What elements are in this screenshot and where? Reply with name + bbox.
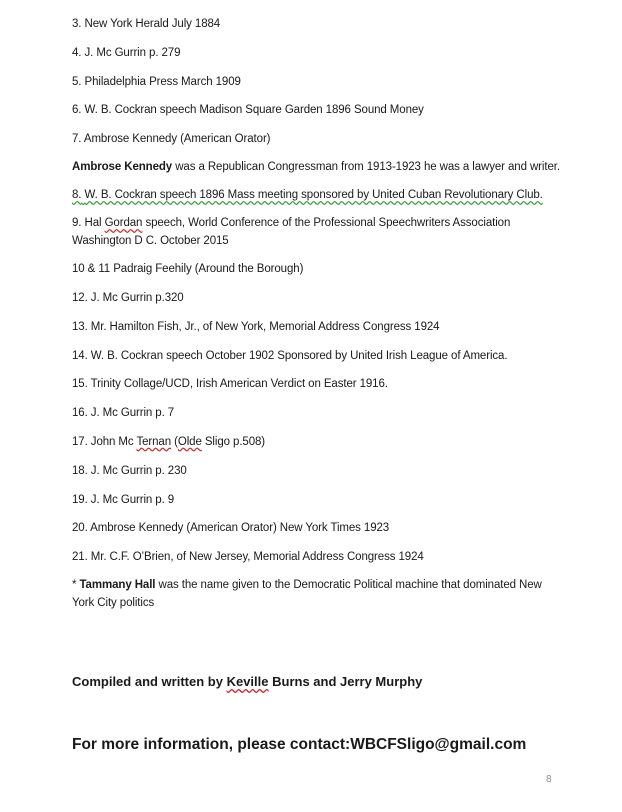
endnote-12: 12. J. Mc Gurrin p.320	[72, 292, 184, 305]
endnote-18: 18. J. Mc Gurrin p. 230	[72, 464, 187, 477]
contact-label: For more information, please contact:	[72, 736, 351, 753]
endnote-4: 4. J. Mc Gurrin p. 279	[72, 46, 181, 59]
endnote-3: 3. New York Herald July 1884	[72, 18, 221, 30]
tammany-note: * Tammany Hall was the name given to the Democratic Political machine that dominated New York City politics	[72, 579, 542, 609]
endnote-7: 7. Ambrose Kennedy (American Orator)	[72, 133, 271, 146]
endnote-10-11: 10 & 11 Padraig Feehily (Around the Borough)	[72, 263, 304, 276]
contact-email[interactable]: WBCFSligo@gmail.com	[350, 736, 527, 753]
endnote-6: 6. W. B. Cockran speech Madison Square Garden 1896 Sound Money	[72, 104, 424, 117]
endnotes-list	[72, 15, 562, 622]
endnote-9: 9. Hal Gordan speech, World Conference of the Professional Speechwriters Association Washington D C. October 2015	[72, 217, 511, 247]
endnote-19: 19. J. Mc Gurrin p. 9	[72, 493, 175, 506]
endnote-21: 21. Mr. C.F. O’Brien, of New Jersey, Memorial Address Congress 1924	[72, 551, 424, 564]
endnote-20: 20. Ambrose Kennedy (American Orator) New York Times 1923	[72, 522, 390, 535]
kennedy-note: Ambrose Kennedy was a Republican Congressman from 1913-1923 he was a lawyer and writer.	[72, 160, 560, 173]
credits-line: Compiled and written by Keville Burns and Jerry Murphy	[72, 674, 423, 689]
contact-line	[72, 736, 526, 754]
page-number: 8	[546, 774, 552, 785]
endnote-13: 13. Mr. Hamilton Fish, Jr., of New York, Memorial Address Congress 1924	[72, 320, 440, 333]
endnote-15: 15. Trinity Collage/UCD, Irish American Verdict on Easter 1916.	[72, 378, 388, 391]
endnote-16: 16. J. Mc Gurrin p. 7	[72, 407, 175, 420]
endnote-14: 14. W. B. Cockran speech October 1902 Sponsored by United Irish League of America.	[72, 349, 508, 362]
misspelled-word: Olde	[177, 436, 202, 449]
endnote-17: 17. John Mc Ternan (Olde Sligo p.508)	[72, 436, 266, 449]
kennedy-name: Ambrose Kennedy	[72, 160, 173, 173]
misspelled-word: Keville	[226, 674, 269, 689]
tammany-name: Tammany Hall	[79, 579, 156, 592]
misspelled-word: Gordan	[104, 217, 143, 230]
endnote-8: 8. W. B. Cockran speech 1896 Mass meeting sponsored by United Cuban Revolutionary Club.	[72, 189, 543, 202]
misspelled-word: Ternan	[136, 436, 172, 449]
endnote-5: 5. Philadelphia Press March 1909	[72, 75, 241, 88]
